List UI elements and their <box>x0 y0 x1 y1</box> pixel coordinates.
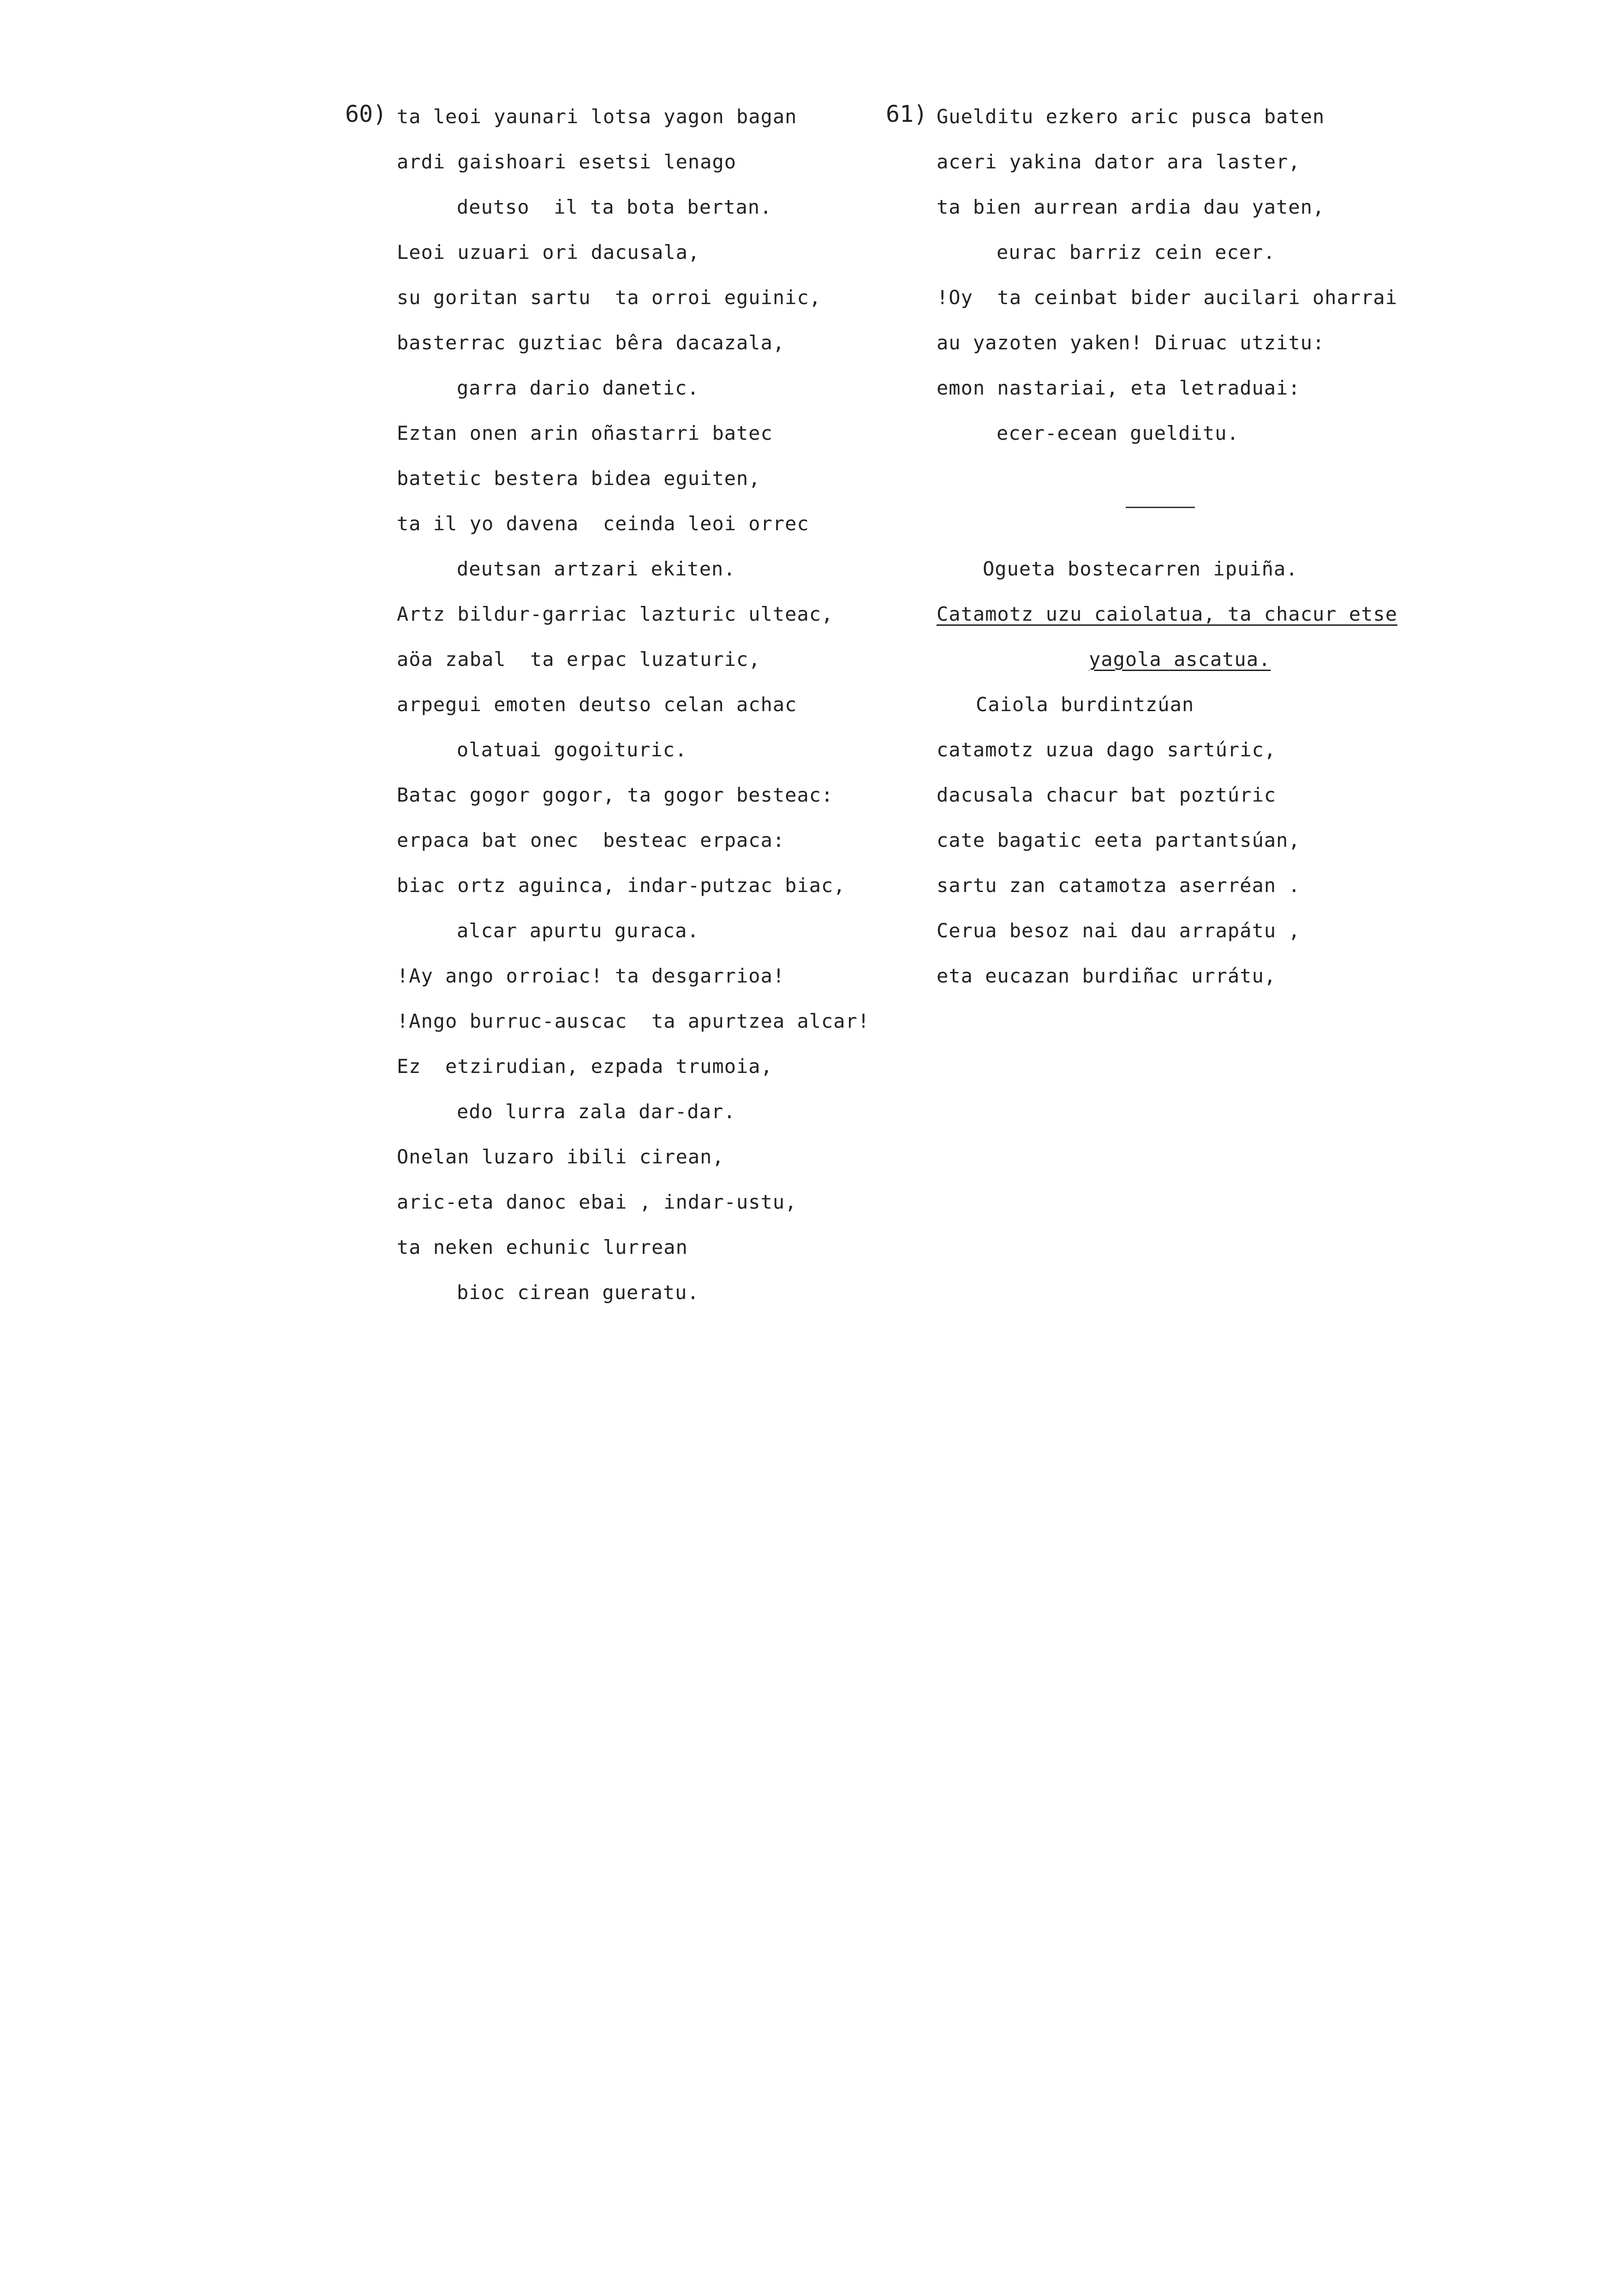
verse-line: deutsan artzari ekiten. <box>457 557 736 580</box>
verse-line: aric-eta danoc ebai , indar-ustu, <box>397 1191 797 1213</box>
verse-line: Artz bildur-garriac lazturic ulteac, <box>397 603 834 625</box>
verse-line: Ez etzirudian, ezpada trumoia, <box>397 1055 773 1078</box>
verse-line: ardi gaishoari esetsi lenago <box>397 150 737 173</box>
verse-line: ecer-ecean guelditu. <box>997 422 1239 444</box>
verse-line: su goritan sartu ta orroi eguinic, <box>397 286 822 309</box>
verse-line: !Ango burruc-auscac ta apurtzea alcar! <box>397 1010 870 1032</box>
verse-line: bioc cirean gueratu. <box>457 1281 699 1304</box>
verse-line: edo lurra zala dar-dar. <box>457 1100 736 1123</box>
verse-line: arpegui emoten deutso celan achac <box>397 693 797 716</box>
verse-line: dacusala chacur bat poztúric <box>937 784 1277 806</box>
fable-subtitle: Catamotz uzu caiolatua, ta chacur etse <box>937 603 1397 625</box>
verse-line: alcar apurtu guraca. <box>457 919 699 942</box>
verse-line: au yazoten yaken! Diruac utzitu: <box>937 331 1325 354</box>
verse-line: catamotz uzua dago sartúric, <box>937 738 1277 761</box>
verse-line: olatuai gogoituric. <box>457 738 687 761</box>
verse-line: Batac gogor gogor, ta gogor besteac: <box>397 784 834 806</box>
verse-line: ta il yo davena ceinda leoi orrec <box>397 512 809 535</box>
verse-line: sartu zan catamotza aserréan . <box>937 874 1301 897</box>
verse-line: emon nastariai, eta letraduai: <box>937 377 1301 399</box>
verse-line: deutso il ta bota bertan. <box>457 196 772 218</box>
verse-line: erpaca bat onec besteac erpaca: <box>397 829 785 851</box>
verse-line: eurac barriz cein ecer. <box>997 241 1276 264</box>
verse-line: aceri yakina dator ara laster, <box>937 150 1301 173</box>
verse-line: Eztan onen arin oñastarri batec <box>397 422 773 444</box>
verse-line: basterrac guztiac bêra dacazala, <box>397 331 785 354</box>
verse-line: aöa zabal ta erpac luzaturic, <box>397 648 761 671</box>
verse-line: biac ortz aguinca, indar-putzac biac, <box>397 874 846 897</box>
fable-title: Ogueta bostecarren ipuiña. <box>983 557 1298 580</box>
fable-subtitle: yagola ascatua. <box>1089 648 1271 671</box>
verse-line: Onelan luzaro ibili cirean, <box>397 1145 724 1168</box>
section-divider <box>1126 507 1195 508</box>
verse-line: garra dario danetic. <box>457 377 699 399</box>
verse-line: Cerua besoz nai dau arrapátu , <box>937 919 1301 942</box>
poem-number: 60) <box>345 101 387 127</box>
verse-line: ta neken echunic lurrean <box>397 1236 688 1258</box>
verse-line: !Ay ango orroiac! ta desgarrioa! <box>397 965 785 987</box>
verse-line: ta bien aurrean ardia dau yaten, <box>937 196 1325 218</box>
verse-line: cate bagatic eeta partantsúan, <box>937 829 1301 851</box>
verse-line: ta leoi yaunari lotsa yagon bagan <box>397 105 797 128</box>
verse-line: Guelditu ezkero aric pusca baten <box>937 105 1325 128</box>
poem-number: 61) <box>886 101 928 127</box>
verse-line: Leoi uzuari ori dacusala, <box>397 241 700 264</box>
verse-line: !Oy ta ceinbat bider aucilari oharrai <box>937 286 1397 309</box>
verse-line: Caiola burdintzúan <box>976 693 1194 716</box>
verse-line: eta eucazan burdiñac urrátu, <box>937 965 1277 987</box>
verse-line: batetic bestera bidea eguiten, <box>397 467 761 490</box>
